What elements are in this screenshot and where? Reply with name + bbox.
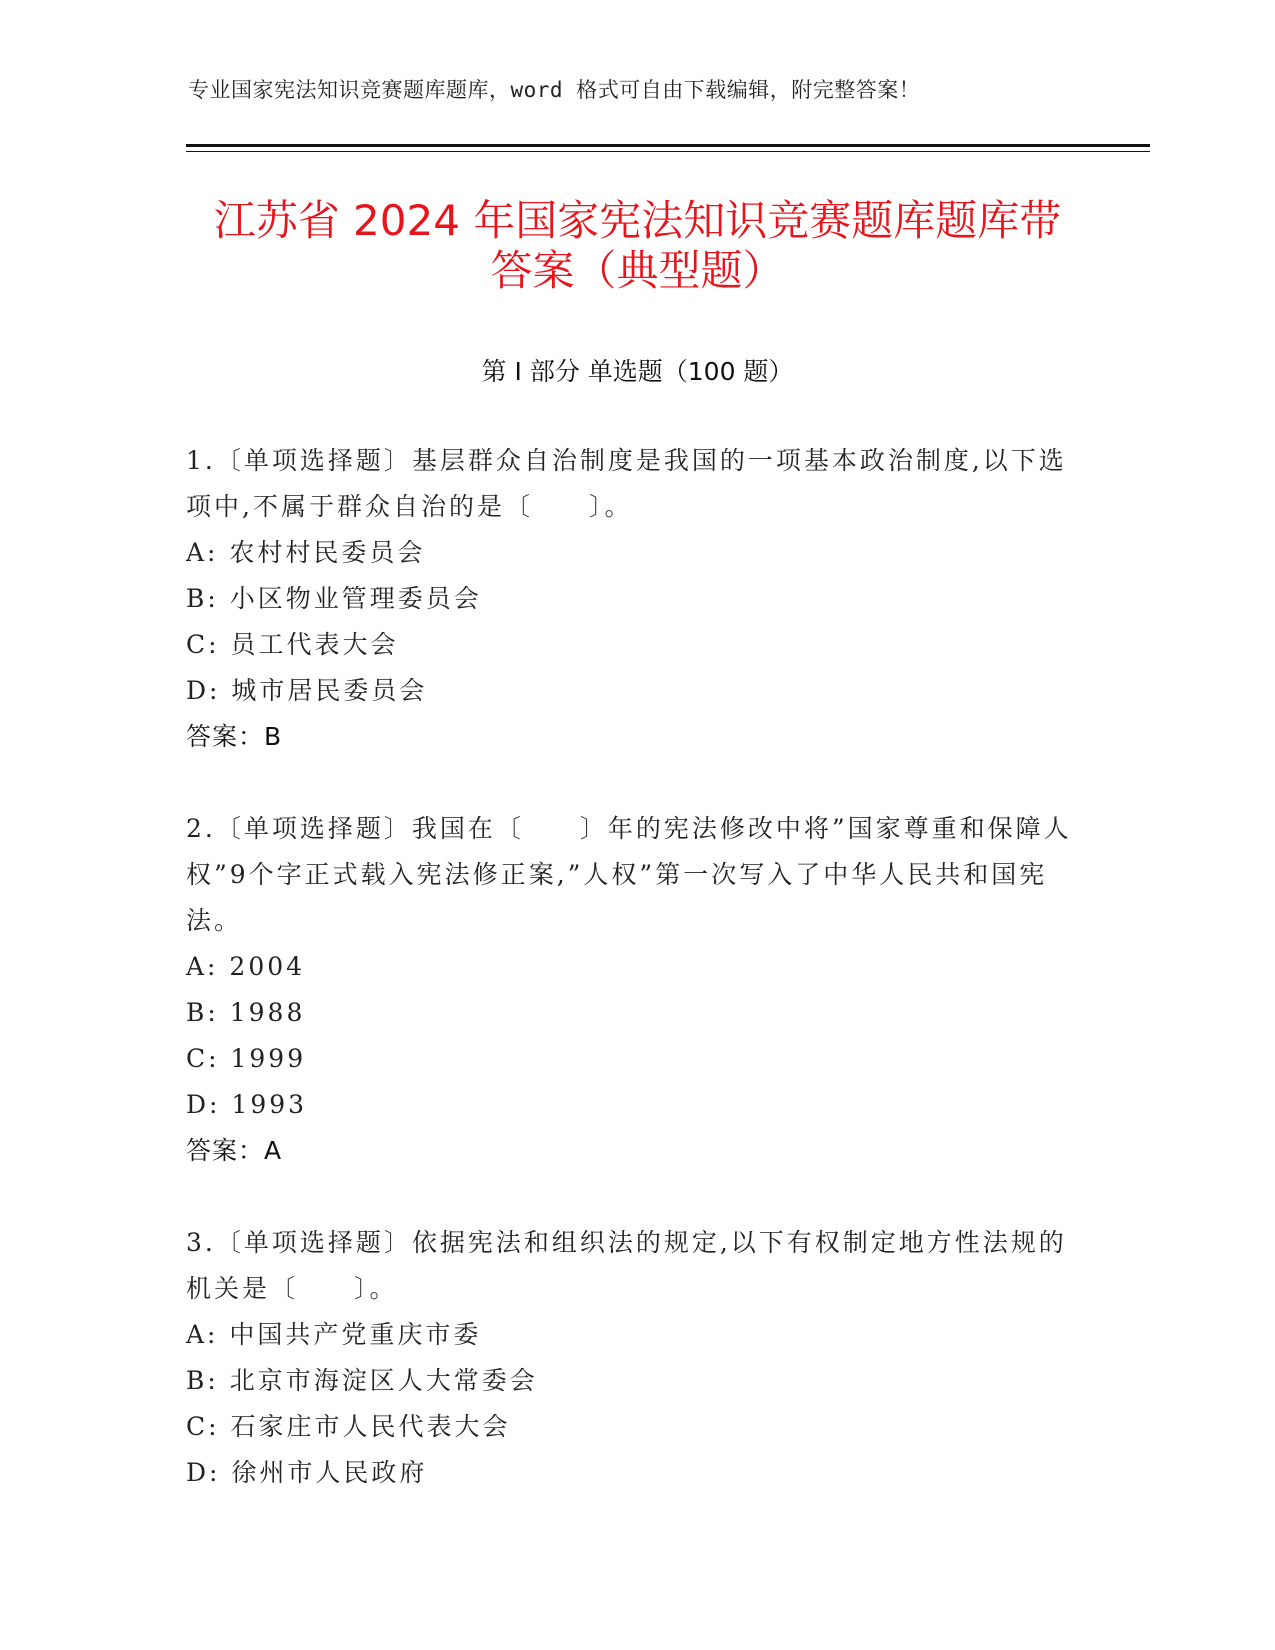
spacer [186,1174,1086,1220]
option-a: A: 2004 [186,952,306,981]
option-a: A: 农村村民委员会 [186,538,426,567]
answer-line: 答案：A [186,1136,283,1165]
option-b: B: 北京市海淀区人大常委会 [186,1366,538,1395]
header-note: 专业国家宪法知识竞赛题库题库，word 格式可自由下载编辑，附完整答案！ [188,78,921,102]
title-line-2: 答案（典型题） [490,246,785,295]
spacer [186,760,1086,806]
title-line-1: 江苏省 2024 年国家宪法知识竞赛题库题库带 [213,196,1062,245]
question-2 [186,806,1086,1174]
option-d: D: 1993 [186,1090,308,1119]
option-c: C: 石家庄市人民代表大会 [186,1412,511,1441]
document-title [150,196,1125,296]
option-d: D: 徐州市人民政府 [186,1458,428,1487]
question-1 [186,438,1086,760]
option-c: C: 1999 [186,1044,307,1073]
option-d: D: 城市居民委员会 [186,676,428,705]
section-heading: 第 I 部分 单选题（100 题） [481,357,794,386]
option-b: B: 1988 [186,998,306,1027]
header-divider-thick [186,144,1150,147]
option-b: B: 小区物业管理委员会 [186,584,482,613]
option-c: C: 员工代表大会 [186,630,399,659]
question-stem: 1.〔单项选择题〕基层群众自治制度是我国的一项基本政治制度,以下选项中,不属于群众自治的是〔 〕。 [186,446,1067,521]
header-divider-thin [186,151,1150,152]
question-stem: 2.〔单项选择题〕我国在〔 〕年的宪法修改中将”国家尊重和保障人权”9个字正式载入宪法修正案,”人权”第一次写入了中华人民共和国宪法。 [186,814,1072,935]
option-a: A: 中国共产党重庆市委 [186,1320,482,1349]
question-list [186,438,1086,1496]
question-stem: 3.〔单项选择题〕依据宪法和组织法的规定,以下有权制定地方性法规的机关是〔 〕。 [186,1228,1067,1303]
answer-line: 答案：B [186,722,283,751]
question-3 [186,1220,1086,1496]
